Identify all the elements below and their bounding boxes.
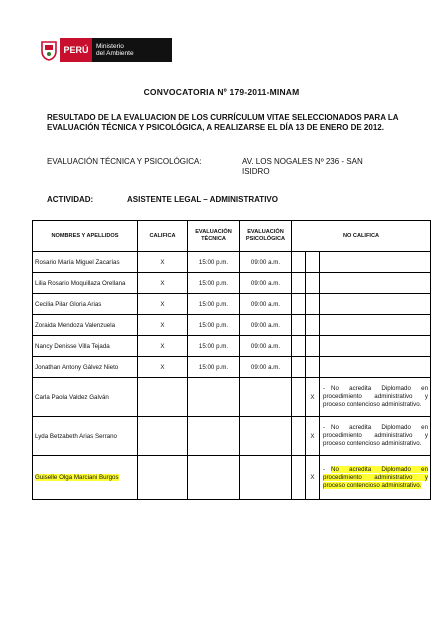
table-row: [33, 456, 431, 500]
candidate-name-highlighted: Guiselle Olga Marciani Burgos: [33, 456, 138, 500]
candidate-name: Lilia Rosario Moquillaza Orellana: [33, 273, 138, 294]
activity-value: ASISTENTE LEGAL – ADMINISTRATIVO: [127, 195, 278, 204]
activity: [47, 195, 278, 204]
intro-paragraph: RESULTADO DE LA EVALUACION DE LOS CURRÍCULUM VITAE SELECCIONADOS PARA LA EVALUACIÓN TÉCNICA Y PSICOLÓGICA, A REALIZARSE EL DÍA 13 DE ENERO DE 2012.: [47, 113, 399, 132]
table-row: [33, 252, 431, 273]
document-title: CONVOCATORIA Nº 179-2011-MINAM: [143, 87, 300, 97]
candidate-name: Nancy Denisse Villa Tejada: [33, 336, 138, 357]
header-psychological: EVALUACIÓN PSICOLÓGICA: [240, 221, 292, 252]
psychological-time: 09:00 a.m.: [240, 336, 292, 357]
evaluation-location: [47, 157, 387, 176]
psychological-time: 09:00 a.m.: [240, 357, 292, 378]
candidate-name: Rosario María Miguel Zacarías: [33, 252, 138, 273]
evaluation-label: EVALUACIÓN TÉCNICA Y PSICOLÓGICA:: [47, 157, 202, 166]
candidate-name: Zoraida Mendoza Valenzuela: [33, 315, 138, 336]
header-technical: EVALUACIÓN TÉCNICA: [188, 221, 240, 252]
psychological-time: 09:00 a.m.: [240, 252, 292, 273]
psychological-time: 09:00 a.m.: [240, 315, 292, 336]
table-row: [33, 315, 431, 336]
psychological-time: 09:00 a.m.: [240, 273, 292, 294]
qualifies-mark: X: [138, 273, 188, 294]
activity-label: ACTIVIDAD:: [47, 195, 94, 204]
not-qualifies-mark: X: [306, 417, 320, 456]
header-qualifies: CALIFICA: [138, 221, 188, 252]
qualifies-mark: X: [138, 357, 188, 378]
table-row: [33, 378, 431, 417]
psychological-time: 09:00 a.m.: [240, 294, 292, 315]
logo-ministry: Ministerio del Ambiente: [92, 38, 172, 62]
coat-of-arms-icon: [38, 38, 60, 62]
qualifies-mark: X: [138, 252, 188, 273]
table-header-row: [33, 221, 431, 252]
candidate-name: Carla Paola Valdez Galván: [33, 378, 138, 417]
technical-time: 15:00 p.m.: [188, 273, 240, 294]
qualifies-mark: X: [138, 294, 188, 315]
minam-logo: [38, 38, 172, 62]
technical-time: 15:00 p.m.: [188, 357, 240, 378]
table-row: [33, 273, 431, 294]
technical-time: 15:00 p.m.: [188, 294, 240, 315]
not-qualified-reason: - No acredita Diplomado en procedimiento administrativo y proceso contencioso administrativo.: [320, 378, 431, 417]
results-table: [32, 220, 431, 500]
not-qualified-reason-highlighted: - No acredita Diplomado en procedimiento administrativo y proceso contencioso administrativo.: [320, 456, 431, 500]
candidate-name: Lyda Betzabeth Arias Serrano: [33, 417, 138, 456]
table-row: [33, 336, 431, 357]
logo-country: PERÚ: [60, 38, 92, 62]
not-qualifies-mark: X: [306, 378, 320, 417]
header-not-qualifies: NO CALIFICA: [292, 221, 431, 252]
technical-time: 15:00 p.m.: [188, 336, 240, 357]
table-row: [33, 417, 431, 456]
technical-time: 15:00 p.m.: [188, 315, 240, 336]
evaluation-address: AV. LOS NOGALES Nº 236 - SAN ISIDRO: [242, 157, 363, 176]
not-qualifies-mark: X: [306, 456, 320, 500]
qualifies-mark: X: [138, 336, 188, 357]
header-names: NOMBRES Y APELLIDOS: [33, 221, 138, 252]
qualifies-mark: X: [138, 315, 188, 336]
table-row: [33, 294, 431, 315]
technical-time: 15:00 p.m.: [188, 252, 240, 273]
table-row: [33, 357, 431, 378]
candidate-name: Cecilia Pilar Gloria Arias: [33, 294, 138, 315]
candidate-name: Jonathan Antony Gálvez Nieto: [33, 357, 138, 378]
not-qualified-reason: - No acredita Diplomado en procedimiento administrativo y proceso contencioso administrativo.: [320, 417, 431, 456]
